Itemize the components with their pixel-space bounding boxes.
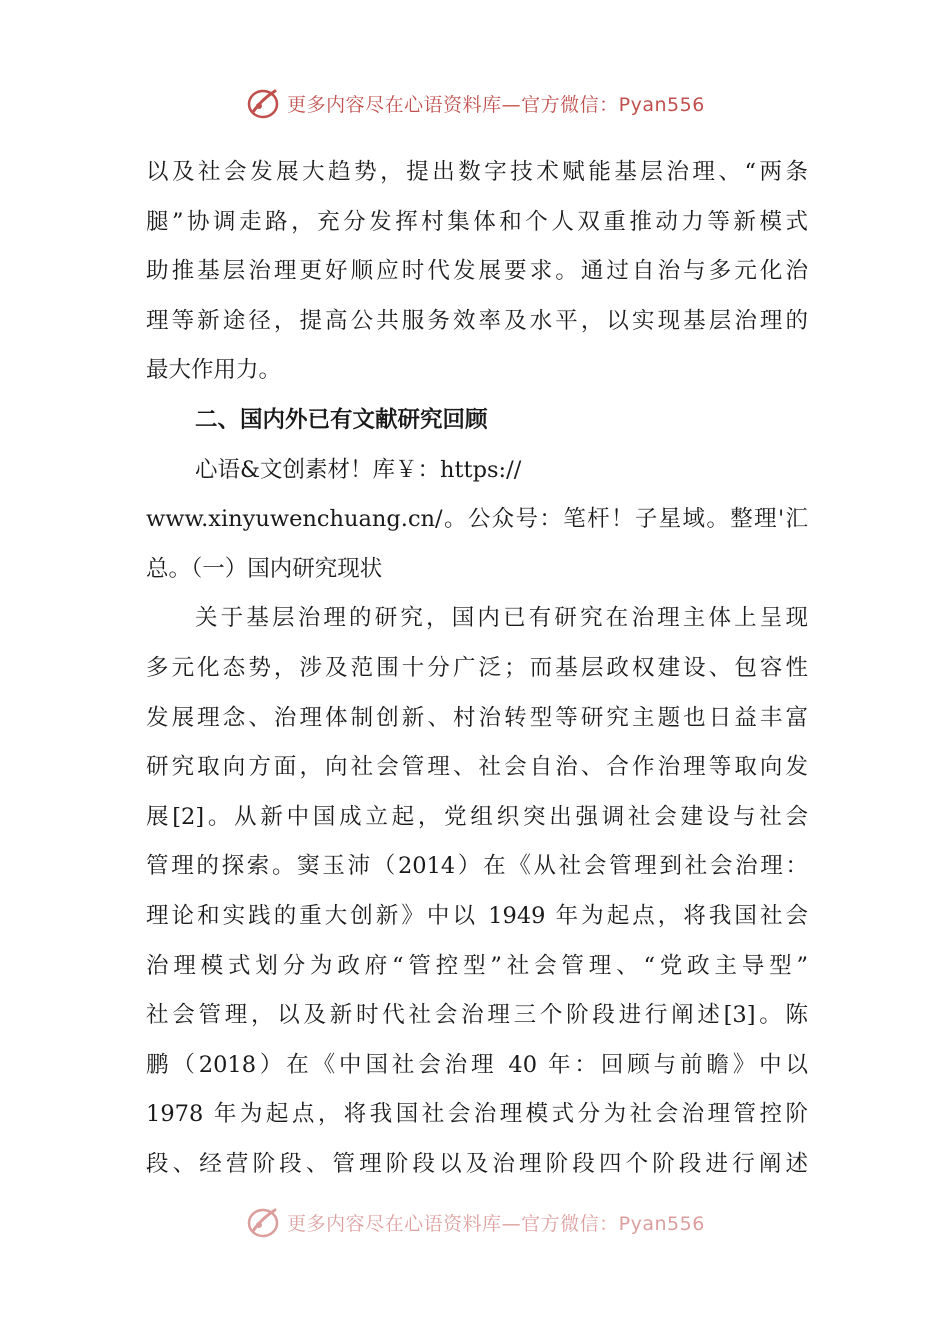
header-watermark [0,86,950,120]
paragraph-line: www.xinyuwenchuang.cn/。公众号：笔杆！子星域。整理'汇 [146,506,808,533]
brush-logo-icon [245,86,281,120]
paragraph-line: 关于基层治理的研究，国内已有研究在治理主体上呈现 [195,605,808,632]
footer-watermark [0,1207,950,1237]
paragraph-line: 最大作用力。 [146,357,282,384]
paragraph-line: 段、经营阶段、管理阶段以及治理阶段四个阶段进行阐述 [146,1150,808,1177]
paragraph-line: 助推基层治理更好顺应时代发展要求。通过自治与多元化治 [146,258,808,285]
subsection-heading: 总。（一）国内研究现状 [146,555,383,582]
watermark-text: 更多内容尽在心语资料库—官方微信：Pyan556 [287,1212,705,1235]
watermark-text: 更多内容尽在心语资料库—官方微信：Pyan556 [287,93,705,116]
paragraph-line: 心语&文创素材！库￥：https:// [195,456,522,483]
paragraph-line: 管理的探索。窦玉沛（2014）在《从社会管理到社会治理： [146,853,808,880]
paragraph-line: 鹏（2018）在《中国社会治理 40 年：回顾与前瞻》中以 [146,1051,808,1078]
paragraph-line: 社会管理，以及新时代社会治理三个阶段进行阐述[3]。陈 [146,1002,808,1029]
paragraph-line: 理等新途径，提高公共服务效率及水平，以实现基层治理的 [146,307,808,334]
paragraph-line: 发展理念、治理体制创新、村治转型等研究主题也日益丰富 [146,704,808,731]
paragraph-line: 研究取向方面，向社会管理、社会自治、合作治理等取向发 [146,754,808,781]
paragraph-line: 多元化态势，涉及范围十分广泛；而基层政权建设、包容性 [146,654,808,681]
document-body [146,148,808,1189]
paragraph-line: 展[2]。从新中国成立起，党组织突出强调社会建设与社会 [146,803,808,830]
brush-logo-icon [245,1205,281,1239]
section-heading: 二、国内外已有文献研究回顾 [195,406,488,433]
paragraph-line: 1978 年为起点，将我国社会治理模式分为社会治理管控阶 [146,1101,808,1128]
paragraph-line: 以及社会发展大趋势，提出数字技术赋能基层治理、“两条 [146,159,808,185]
paragraph-line: 治理模式划分为政府“管控型”社会管理、“党政主导型” [146,952,808,979]
paragraph-line: 理论和实践的重大创新》中以 1949 年为起点，将我国社会 [146,902,808,929]
paragraph-line: 腿”协调走路，充分发挥村集体和个人双重推动力等新模式 [146,208,808,235]
